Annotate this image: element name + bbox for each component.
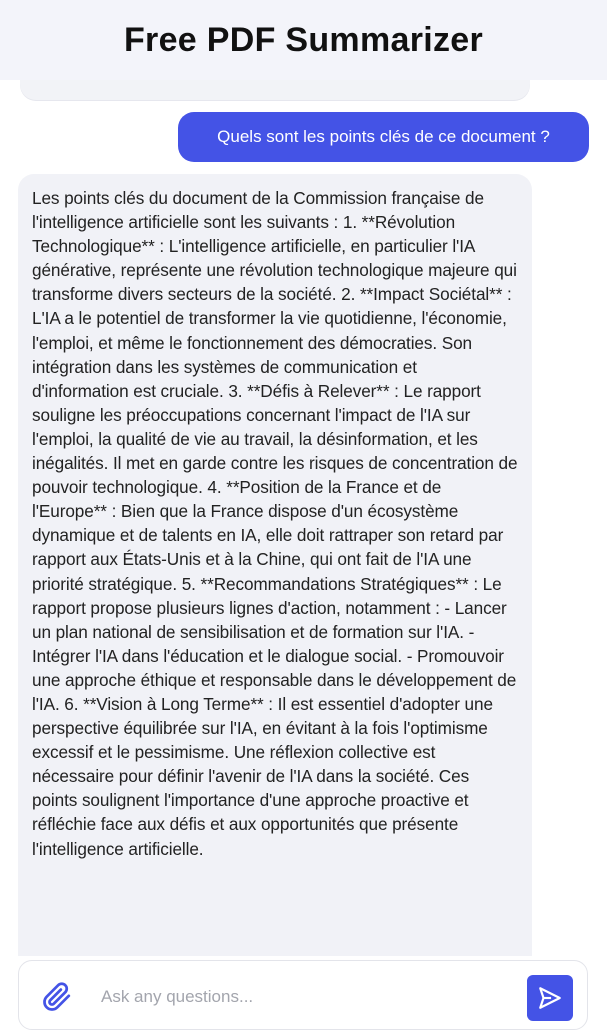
paperclip-icon	[42, 982, 72, 1012]
page-title: Free PDF Summarizer	[123, 20, 484, 59]
input-container	[18, 960, 588, 1030]
send-icon	[537, 985, 563, 1011]
chat-area[interactable]	[0, 80, 607, 956]
message-composer	[0, 956, 607, 1024]
attach-button[interactable]	[41, 981, 73, 1013]
send-button[interactable]	[527, 975, 573, 1021]
previous-message-bubble	[20, 80, 530, 100]
app-header	[0, 0, 607, 80]
question-input[interactable]	[99, 979, 503, 1015]
user-message-text: Quels sont les points clés de ce document ?	[217, 127, 550, 146]
user-message-bubble	[178, 112, 589, 162]
assistant-message-bubble	[18, 174, 532, 956]
assistant-message-text: Les points clés du document de la Commission française de l'intelligence artificielle sont les suivants : 1. **Révolution Technologique** : L'intelligence artificielle, en particulier l'IA générative, représente une révolution technologique majeure qui transforme divers secteurs de la société. 2. **Impact Sociétal** : L'IA a le potentiel de transformer la vie quotidienne, l'économie, l'emploi, et même le fonctionnement des démocraties. Son intégration dans les systèmes de communication et d'information est cruciale. 3. **Défis à Relever** : Le rapport souligne les préoccupations concernant l'impact de l'IA sur l'emploi, la qualité de vie au travail, la désinformation, et les inégalités. Il met en garde contre les risques de concentration de pouvoir technologique. 4. **Position de la France et de l'Europe** : Bien que la France dispose d'un écosystème dynamique et de talents en IA, elle doit rattraper son retard par rapport aux États-Unis et à la Chine, qui ont fait de l'IA une priorité stratégique. 5. **Recommandations Stratégiques** : Le rapport propose plusieurs lignes d'action, notamment : - Lancer un plan national de sensibilisation et de formation sur l'IA. - Intégrer l'IA dans l'éducation et le dialogue social. - Promouvoir une approche éthique et responsable dans le développement de l'IA. 6. **Vision à Long Terme** : Il est essentiel d'adopter une perspective équilibrée sur l'IA, en évitant à la fois l'optimisme excessif et le pessimisme. Une réflexion collective est nécessaire pour définir l'avenir de l'IA dans la société. Ces points soulignent l'importance d'une approche proactive et réfléchie face aux défis et aux opportunités que présente l'intelligence artificielle.	[32, 188, 518, 859]
